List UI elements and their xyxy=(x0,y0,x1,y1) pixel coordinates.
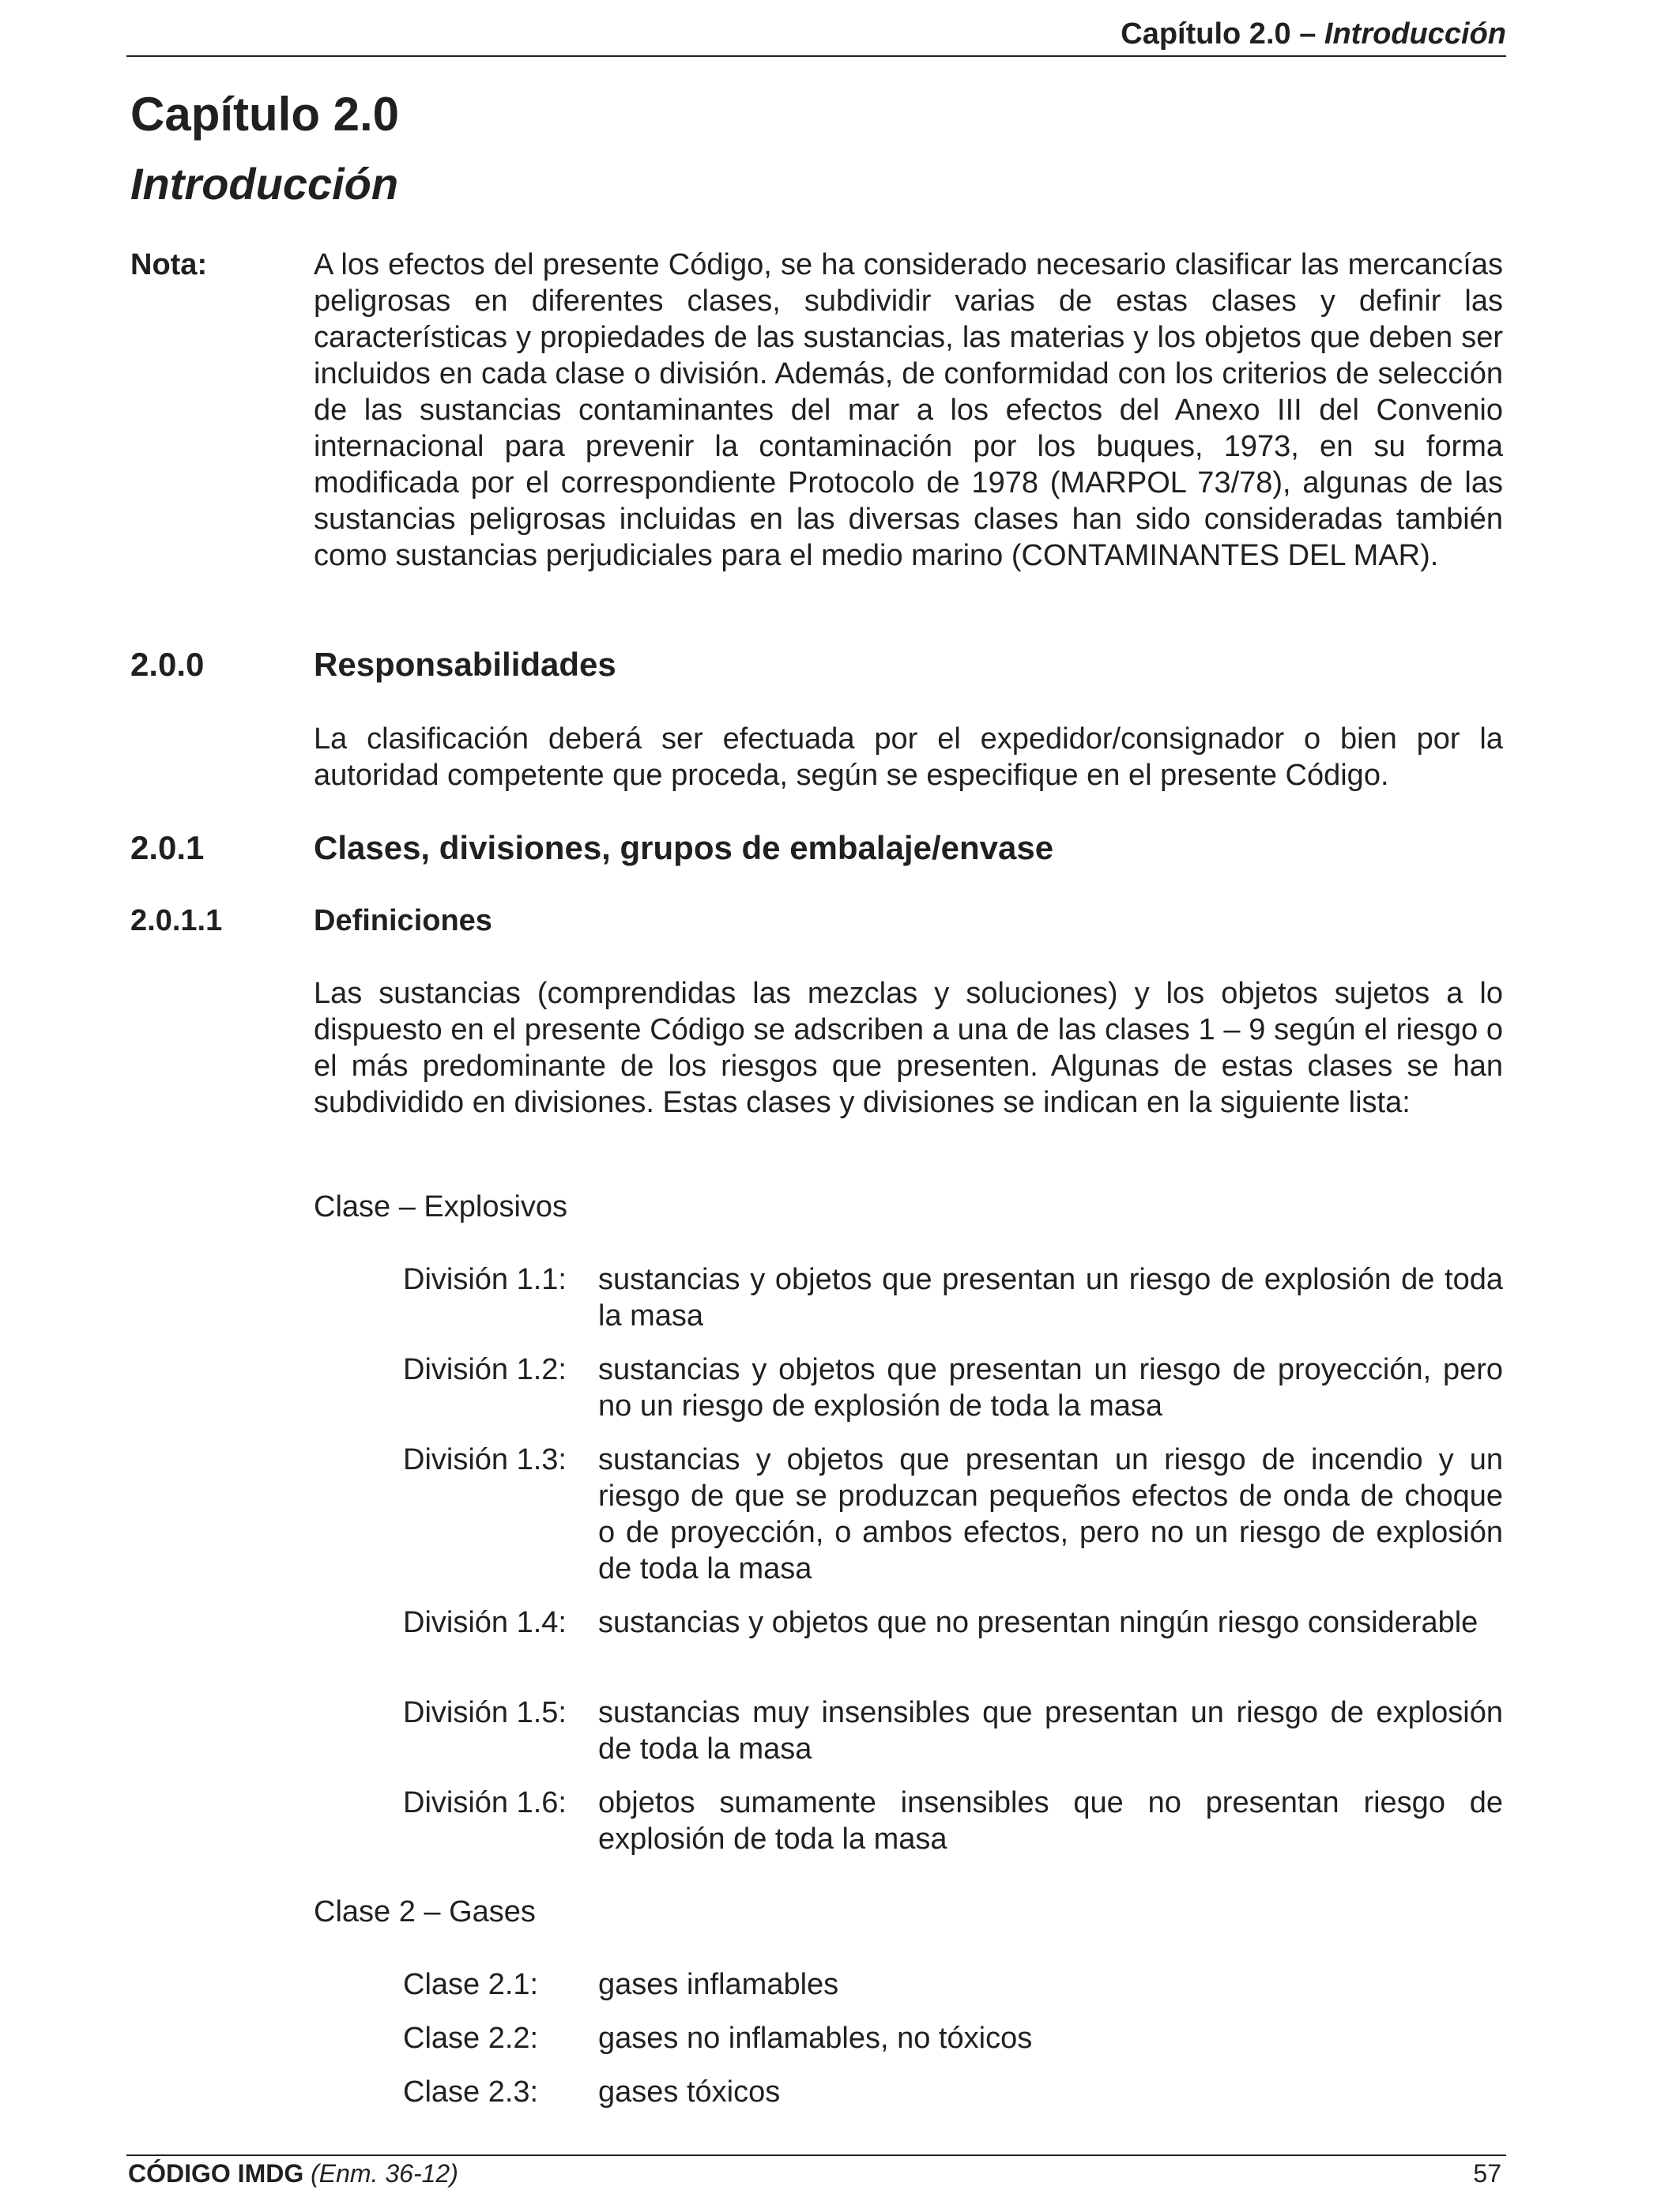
footer-rule xyxy=(126,2154,1506,2156)
class2-heading: Clase 2 – Gases xyxy=(314,1895,536,1928)
section-title-clases: Clases, divisiones, grupos de embalaje/envase xyxy=(314,829,1054,866)
class2-description: gases no inflamables, no tóxicos xyxy=(598,2022,1033,2055)
division-label: División 1.6: xyxy=(403,1786,567,1819)
footer-amendment: (Enm. 36-12) xyxy=(311,2159,458,2188)
division-description: objetos sumamente insensibles que no presentan riesgo de explosión de toda la masa xyxy=(598,1786,1503,1856)
class2-description: gases tóxicos xyxy=(598,2075,781,2109)
note-label: Nota: xyxy=(130,248,208,281)
note-text: A los efectos del presente Código, se ha considerado necesario clasificar las mercancías peligrosas en diferentes clases, subdividir varias de estas clases y definir las características y propiedades de las sustancias, las materias y los objetos que deben ser incluidos en cada clase o división. Además, de conformidad con los criterios de selección de las sustancias contaminantes del mar a los efectos del Anexo III del Convenio internacional para prevenir la contaminación por los buques, 1973, en su forma modificada por el correspondiente Protocolo de 1978 (MARPOL 73/78), algunas de las sustancias peligrosas incluidas en las diversas clases han sido consideradas también como sustancias perjudiciales para el medio marino (CONTAMINANTES DEL MAR). xyxy=(314,248,1503,572)
running-header-title: Introducción xyxy=(1324,17,1506,51)
division-description: sustancias y objetos que presentan un riesgo de proyección, pero no un riesgo de explosión de toda la masa xyxy=(598,1353,1503,1423)
footer-code-name: CÓDIGO IMDG xyxy=(128,2159,304,2188)
section-number-2-0-1: 2.0.1 xyxy=(130,829,205,866)
page-number: 57 xyxy=(1473,2159,1501,2188)
division-label: División 1.5: xyxy=(403,1696,567,1729)
responsabilidades-text: La clasificación deberá ser efectuada por el expedidor/consignador o bien por la autoridad competente que proceda, según se especifique en el presente Código. xyxy=(314,722,1503,792)
division-description: sustancias y objetos que presentan un riesgo de incendio y un riesgo de que se produzcan pequeños efectos de onda de choque o de proyección, o ambos efectos, pero no un riesgo de explosión de toda la masa xyxy=(598,1443,1503,1585)
running-header-chapter: Capítulo 2.0 – xyxy=(1121,17,1324,51)
running-header xyxy=(126,14,1506,54)
definiciones-text: Las sustancias (comprendidas las mezclas y soluciones) y los objetos sujetos a lo dispuesto en el presente Código se adscriben a una de las clases 1 – 9 según el riesgo o el más predominante de los riesgos que presenten. Algunas de estas clases se han subdividido en divisiones. Estas clases y divisiones se indican en la siguiente lista: xyxy=(314,977,1503,1119)
section-title-responsabilidades: Responsabilidades xyxy=(314,646,616,683)
section-number-2-0-0: 2.0.0 xyxy=(130,646,205,683)
class2-label: Clase 2.2: xyxy=(403,2022,539,2055)
footer-code xyxy=(128,2158,458,2189)
division-label: División 1.4: xyxy=(403,1606,567,1639)
class2-label: Clase 2.1: xyxy=(403,1968,539,2001)
division-label: División 1.1: xyxy=(403,1263,567,1296)
class1-heading: Clase – Explosivos xyxy=(314,1190,568,1223)
section-title-definiciones: Definiciones xyxy=(314,904,492,937)
chapter-subtitle: Introducción xyxy=(130,159,399,209)
division-label: División 1.3: xyxy=(403,1443,567,1476)
division-description: sustancias muy insensibles que presentan un riesgo de explosión de toda la masa xyxy=(598,1696,1503,1766)
class2-description: gases inflamables xyxy=(598,1968,839,2001)
division-description: sustancias y objetos que no presentan ningún riesgo considerable xyxy=(598,1606,1478,1639)
header-rule xyxy=(126,55,1506,57)
division-label: División 1.2: xyxy=(403,1353,567,1386)
division-description: sustancias y objetos que presentan un riesgo de explosión de toda la masa xyxy=(598,1263,1503,1333)
section-number-2-0-1-1: 2.0.1.1 xyxy=(130,904,223,937)
class2-label: Clase 2.3: xyxy=(403,2075,539,2109)
chapter-title: Capítulo 2.0 xyxy=(130,88,400,141)
